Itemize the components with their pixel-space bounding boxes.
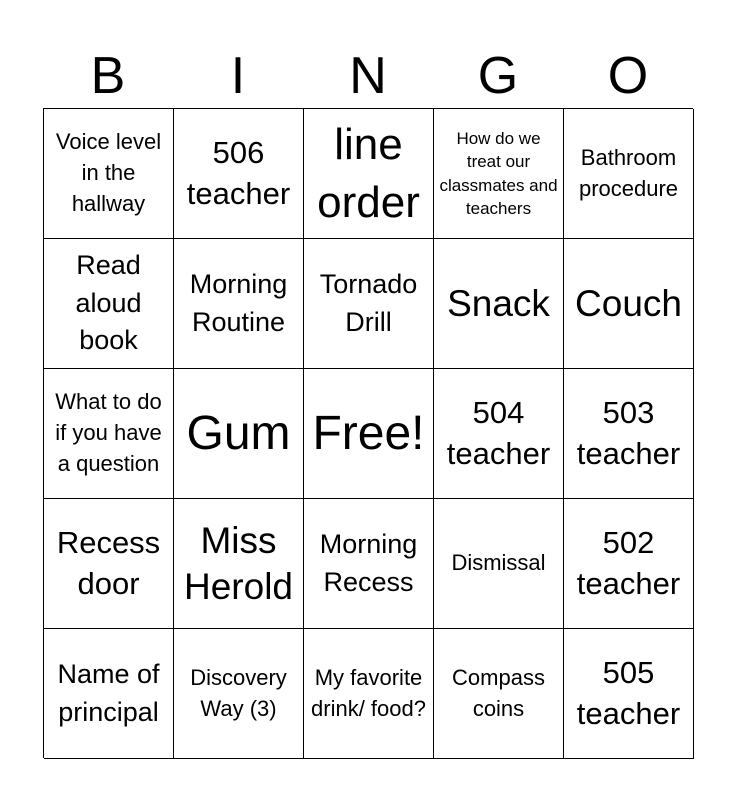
bingo-cell[interactable] — [434, 629, 564, 759]
bingo-cell[interactable] — [304, 369, 434, 499]
bingo-cell[interactable] — [564, 239, 694, 369]
cell-text: Couch — [575, 282, 682, 324]
cell-text: Name of principal — [57, 658, 160, 727]
bingo-cell[interactable] — [44, 109, 174, 239]
cell-text: Voice level in the hallway — [55, 129, 162, 216]
bingo-cell[interactable] — [174, 369, 304, 499]
bingo-cell[interactable] — [434, 369, 564, 499]
header-letter-b: B — [90, 47, 126, 105]
bingo-cell[interactable] — [564, 499, 694, 629]
cell-text: Discovery Way (3) — [190, 664, 287, 721]
header-letter-n: N — [349, 47, 387, 105]
bingo-cell[interactable] — [304, 109, 434, 239]
cell-text: 504 teacher — [446, 394, 551, 471]
cell-text: Gum — [186, 406, 291, 460]
bingo-cell[interactable] — [44, 239, 174, 369]
cell-text: Tornado Drill — [319, 268, 418, 337]
bingo-cell[interactable] — [564, 109, 694, 239]
bingo-cell[interactable] — [434, 499, 564, 629]
cell-text: line order — [317, 120, 420, 227]
bingo-cell[interactable] — [304, 239, 434, 369]
cell-text: How do we treat our classmates and teachers — [439, 128, 558, 218]
cell-text: What to do if you have a question — [55, 389, 162, 476]
bingo-cell[interactable] — [174, 629, 304, 759]
cell-text: Recess door — [56, 524, 161, 601]
cell-text: Bathroom procedure — [578, 144, 679, 201]
cell-text: Dismissal — [451, 550, 546, 576]
bingo-board — [43, 108, 693, 758]
cell-text: 506 teacher — [186, 134, 291, 211]
header-letter-o: O — [607, 47, 649, 105]
cell-text: Miss Herold — [184, 520, 293, 607]
bingo-cell[interactable] — [44, 629, 174, 759]
bingo-cell[interactable] — [564, 629, 694, 759]
cell-text: 502 teacher — [576, 524, 681, 601]
cell-text: My favorite drink/ food? — [311, 664, 426, 721]
bingo-cell[interactable] — [304, 499, 434, 629]
bingo-header — [43, 44, 693, 108]
bingo-cell[interactable] — [564, 369, 694, 499]
bingo-cell[interactable] — [44, 369, 174, 499]
header-letter-i: I — [230, 47, 246, 105]
cell-text: Snack — [447, 282, 550, 324]
bingo-cell[interactable] — [434, 239, 564, 369]
cell-text: Compass coins — [452, 664, 545, 721]
header-letter-g: G — [477, 47, 519, 105]
cell-text: Morning Routine — [189, 268, 288, 337]
cell-text: Morning Recess — [319, 528, 418, 597]
bingo-cell[interactable] — [434, 109, 564, 239]
bingo-cell[interactable] — [44, 499, 174, 629]
bingo-cell[interactable] — [174, 109, 304, 239]
cell-text: 503 teacher — [576, 394, 681, 471]
bingo-cell[interactable] — [304, 629, 434, 759]
cell-text: Free! — [312, 406, 425, 460]
bingo-cell[interactable] — [174, 499, 304, 629]
cell-text: 505 teacher — [576, 654, 681, 731]
bingo-cell[interactable] — [174, 239, 304, 369]
cell-text: Read aloud book — [75, 249, 142, 356]
